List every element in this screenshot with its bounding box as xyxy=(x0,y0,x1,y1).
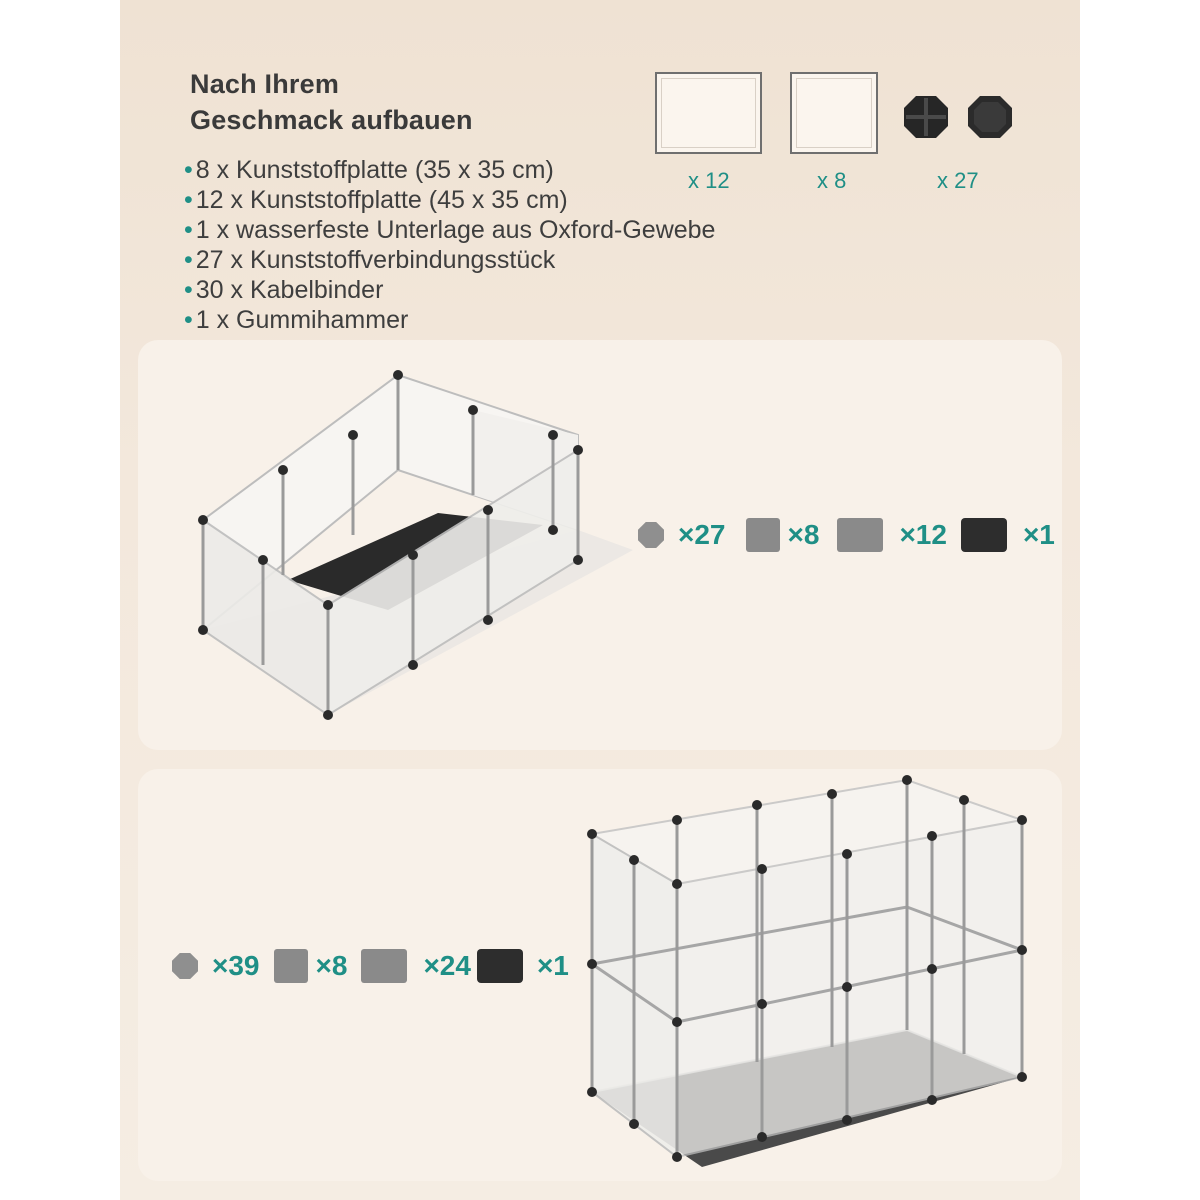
legend-qty-small-panel: ×8 xyxy=(315,950,348,981)
connector-icon xyxy=(902,92,1024,140)
package-contents-list xyxy=(184,155,715,335)
mat-icon xyxy=(961,518,1007,552)
config-2-legend xyxy=(172,949,569,983)
product-infographic xyxy=(120,0,1080,1200)
bullet-icon: • xyxy=(184,216,193,244)
connector-icon xyxy=(638,522,664,548)
small-panel-icon xyxy=(746,518,780,552)
bullet-icon: • xyxy=(184,186,193,214)
bullet-icon: • xyxy=(184,156,193,184)
list-item: • 1 x wasserfeste Unterlage aus Oxford-Gewebe xyxy=(184,216,716,244)
list-item: • 12 x Kunststoffplatte (45 x 35 cm) xyxy=(184,186,568,214)
list-item: • 1 x Gummihammer xyxy=(184,306,409,334)
part-qty-connector: x 27 xyxy=(937,168,979,193)
large-panel-icon xyxy=(655,72,762,154)
part-qty-small-panel: x 8 xyxy=(817,168,847,193)
small-panel-icon xyxy=(274,949,308,983)
bullet-icon: • xyxy=(184,246,193,274)
legend-qty-connector: ×39 xyxy=(212,950,260,981)
flat-pen-illustration xyxy=(183,365,638,745)
mat-icon xyxy=(477,949,523,983)
legend-qty-small-panel: ×8 xyxy=(787,519,820,550)
list-item: • 8 x Kunststoffplatte (35 x 35 cm) xyxy=(184,156,554,184)
legend-qty-mat: ×1 xyxy=(536,950,569,981)
legend-qty-connector: ×27 xyxy=(678,519,726,550)
legend-qty-large-panel: ×24 xyxy=(423,950,471,981)
config-1-legend xyxy=(638,518,1055,552)
bullet-icon: • xyxy=(184,276,193,304)
title-line-2: Geschmack aufbauen xyxy=(190,105,473,135)
legend-qty-mat: ×1 xyxy=(1022,519,1055,550)
tall-pen-illustration xyxy=(582,772,1032,1172)
title-line-1: Nach Ihrem xyxy=(190,69,340,99)
list-item: • 30 x Kabelbinder xyxy=(184,276,384,304)
small-panel-icon xyxy=(790,72,878,154)
large-panel-icon xyxy=(837,518,883,552)
page-title xyxy=(190,66,473,138)
bullet-icon: • xyxy=(184,306,193,334)
large-panel-icon xyxy=(361,949,407,983)
list-item: • 27 x Kunststoffverbindungsstück xyxy=(184,246,556,274)
part-qty-large-panel: x 12 xyxy=(688,168,730,193)
legend-qty-large-panel: ×12 xyxy=(899,519,947,550)
connector-icon xyxy=(172,953,198,979)
